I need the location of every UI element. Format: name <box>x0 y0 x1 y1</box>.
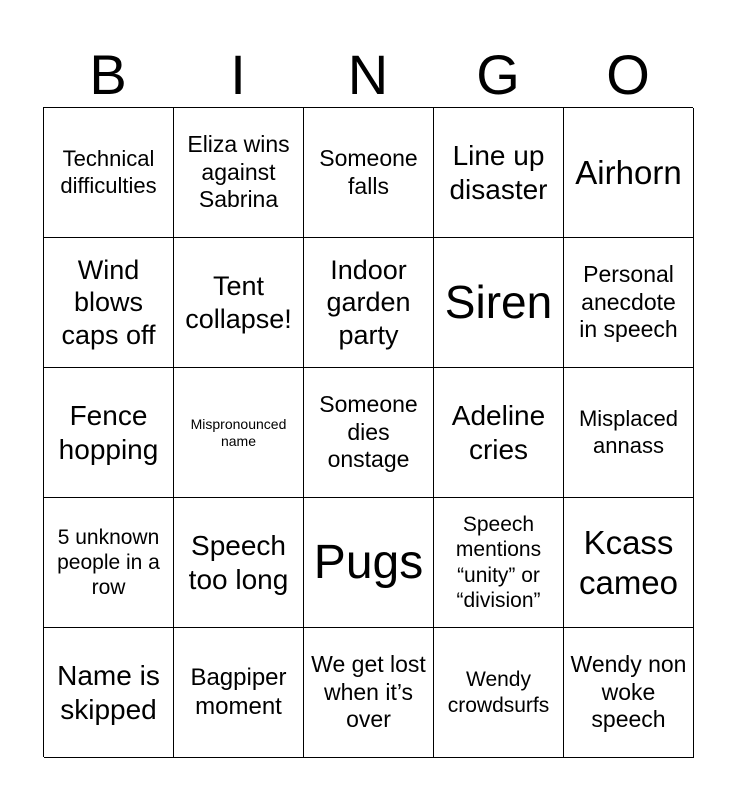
cell-text: Siren <box>444 275 553 328</box>
cell-text: Bagpiper moment <box>190 663 287 720</box>
bingo-cell[interactable] <box>44 368 174 498</box>
bingo-cell[interactable] <box>564 498 694 628</box>
bingo-cell[interactable] <box>434 238 564 368</box>
header-letter-i: I <box>230 43 246 106</box>
bingo-cell[interactable] <box>564 238 694 368</box>
bingo-cell[interactable] <box>564 108 694 238</box>
bingo-cell[interactable] <box>44 238 174 368</box>
bingo-cell[interactable] <box>44 108 174 238</box>
cell-text: Someone dies onstage <box>319 391 418 473</box>
cell-text: Indoor garden party <box>326 254 411 350</box>
cell-text: Misplaced annass <box>578 406 679 458</box>
header-letter-g: G <box>476 43 520 106</box>
cell-text: Personal anecdote in speech <box>579 261 678 343</box>
bingo-cell[interactable] <box>174 498 304 628</box>
bingo-cell[interactable] <box>174 108 304 238</box>
bingo-cell[interactable] <box>304 238 434 368</box>
cell-text: Airhorn <box>575 153 682 191</box>
bingo-cell[interactable] <box>44 498 174 628</box>
cell-text: Wind blows caps off <box>61 254 156 350</box>
bingo-cell[interactable] <box>564 368 694 498</box>
bingo-cell[interactable] <box>434 498 564 628</box>
header-letter-o: O <box>606 43 650 106</box>
cell-text: Pugs <box>313 535 424 589</box>
bingo-cell[interactable] <box>304 368 434 498</box>
bingo-cell[interactable] <box>174 368 304 498</box>
cell-text: Wendy crowdsurfs <box>447 668 550 717</box>
cell-text: Fence hopping <box>58 399 159 465</box>
bingo-cell[interactable] <box>174 238 304 368</box>
header-letter-b: B <box>89 43 127 106</box>
cell-text: Speech too long <box>188 529 289 595</box>
bingo-grid <box>43 107 693 757</box>
bingo-cell[interactable] <box>304 108 434 238</box>
cell-text: Technical difficulties <box>60 146 157 198</box>
cell-text: Wendy non woke speech <box>570 651 687 733</box>
cell-text: Kcass cameo <box>578 523 679 601</box>
cell-text: Mispronounced name <box>190 415 287 449</box>
bingo-cell[interactable] <box>434 108 564 238</box>
bingo-cell[interactable] <box>174 628 304 758</box>
cell-text: Tent collapse! <box>185 271 292 334</box>
bingo-cell[interactable] <box>434 628 564 758</box>
bingo-header <box>43 44 693 106</box>
bingo-cell[interactable] <box>304 628 434 758</box>
cell-text: Adeline cries <box>451 399 546 465</box>
cell-text: Speech mentions “unity” or “division” <box>455 513 542 612</box>
cell-text: Someone falls <box>319 144 418 199</box>
bingo-cell[interactable] <box>304 498 434 628</box>
cell-text: Name is skipped <box>57 659 160 725</box>
cell-text: Eliza wins against Sabrina <box>187 131 290 213</box>
cell-text: 5 unknown people in a row <box>57 525 160 600</box>
bingo-cell[interactable] <box>44 628 174 758</box>
cell-text: Line up disaster <box>449 139 548 205</box>
bingo-cell[interactable] <box>434 368 564 498</box>
cell-text: We get lost when it’s over <box>311 651 426 733</box>
bingo-cell[interactable] <box>564 628 694 758</box>
header-letter-n: N <box>347 43 389 106</box>
